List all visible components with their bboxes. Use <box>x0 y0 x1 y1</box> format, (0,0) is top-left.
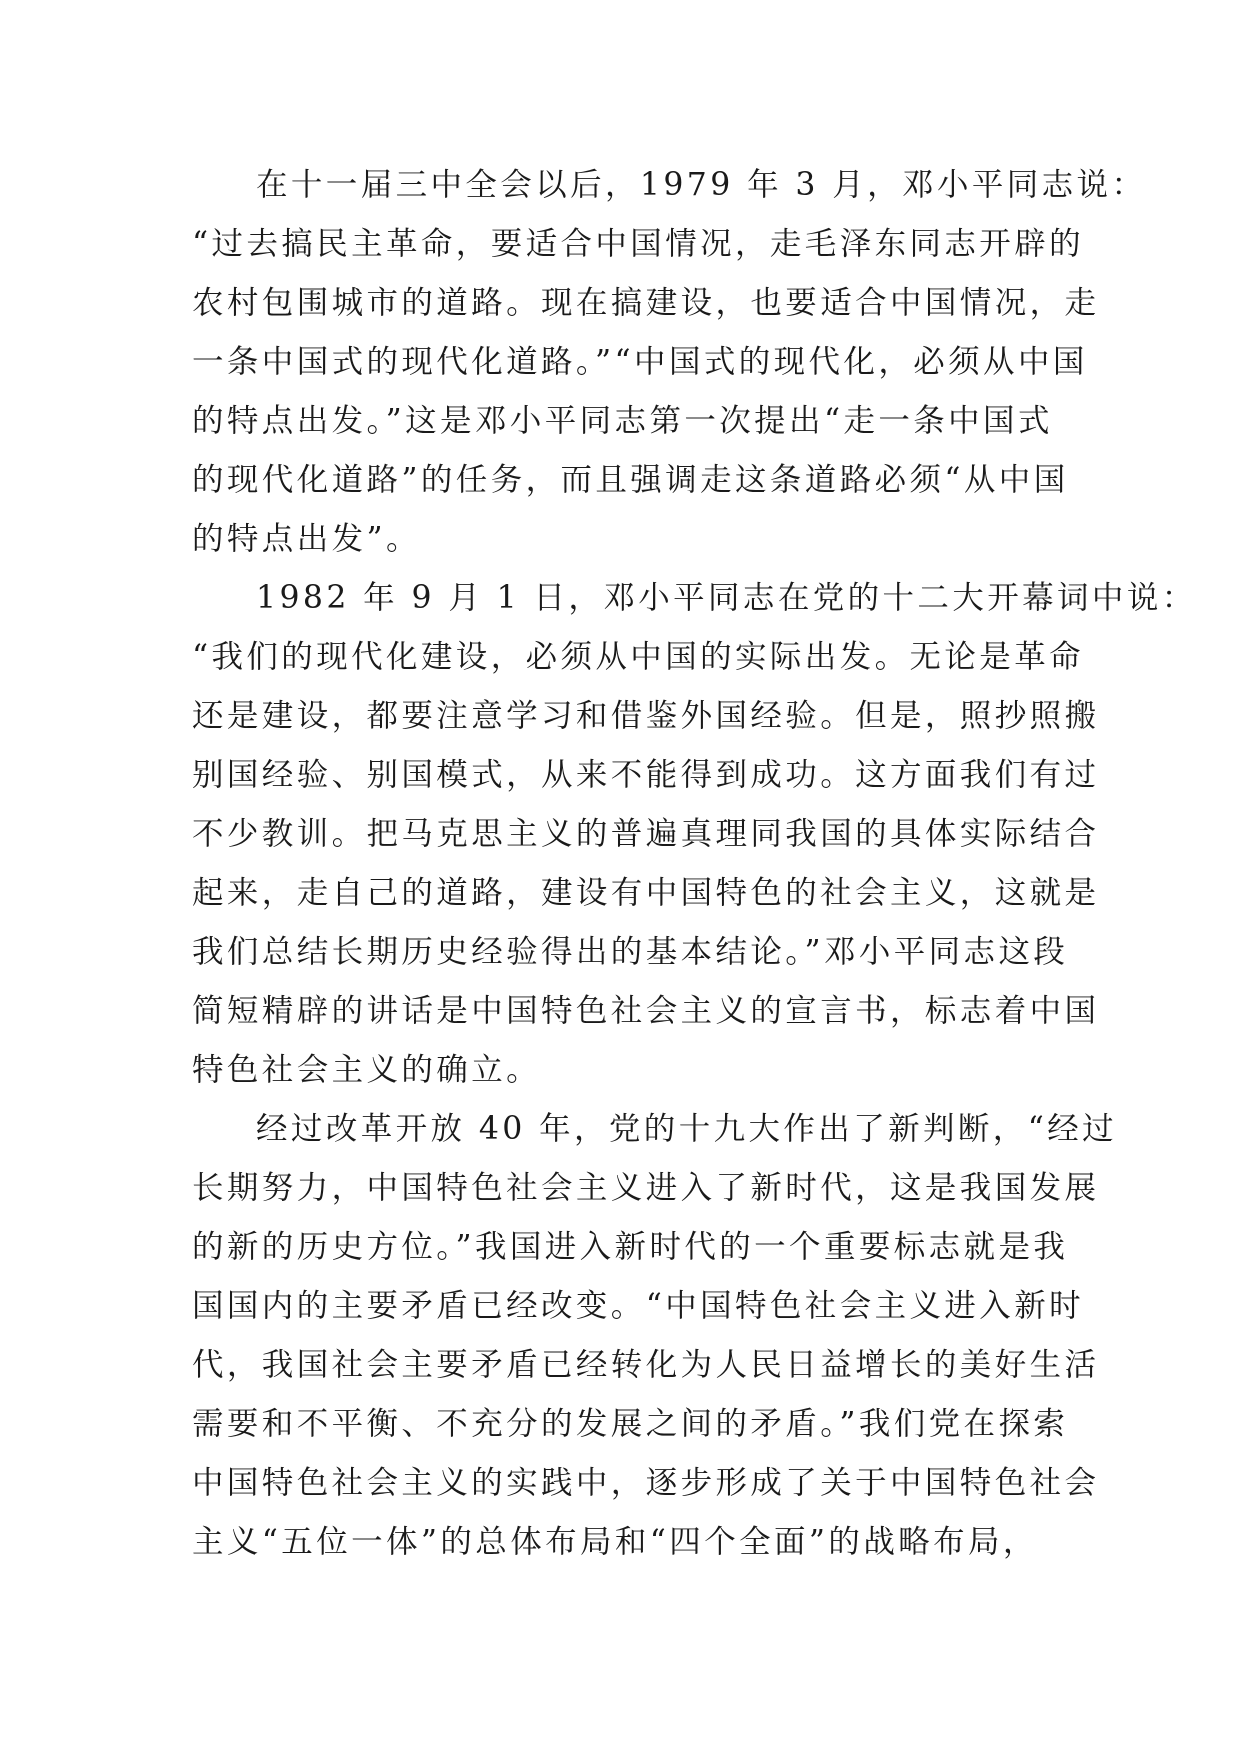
paragraph-2-line-3: 还是建设，都要注意学习和借鉴外国经验。但是，照抄照搬 <box>192 698 1100 734</box>
paragraph-1-line-7: 的特点出发”。 <box>192 521 421 557</box>
paragraph-2-line-5: 不少教训。把马克思主义的普遍真理同我国的具体实际结合 <box>192 816 1100 852</box>
paragraph-1-line-1: 在十一届三中全会以后，1979 年 3 月，邓小平同志说： <box>256 167 1147 203</box>
paragraph-1-line-3: 农村包围城市的道路。现在搞建设，也要适合中国情况，走 <box>192 285 1100 321</box>
paragraph-3-line-3: 的新的历史方位。”我国进入新时代的一个重要标志就是我 <box>192 1229 1069 1265</box>
paragraph-2-line-9: 特色社会主义的确立。 <box>192 1052 542 1088</box>
paragraph-3-line-7: 中国特色社会主义的实践中，逐步形成了关于中国特色社会 <box>192 1465 1100 1501</box>
paragraph-3-line-4: 国国内的主要矛盾已经改变。“中国特色社会主义进入新时 <box>192 1288 1085 1324</box>
paragraph-3-line-8: 主义“五位一体”的总体布局和“四个全面”的战略布局， <box>192 1524 1038 1560</box>
body-text <box>192 156 1197 1572</box>
paragraph-2-line-2: “我们的现代化建设，必须从中国的实际出发。无论是革命 <box>192 639 1085 675</box>
paragraph-1-line-6: 的现代化道路”的任务，而且强调走这条道路必须“从中国 <box>192 462 1069 498</box>
paragraph-2-line-1: 1982 年 9 月 1 日，邓小平同志在党的十二大开幕词中说： <box>256 580 1197 616</box>
paragraph-3-line-2: 长期努力，中国特色社会主义进入了新时代，这是我国发展 <box>192 1170 1100 1206</box>
paragraph-2-line-4: 别国经验、别国模式，从来不能得到成功。这方面我们有过 <box>192 757 1100 793</box>
paragraph-2-line-6: 起来，走自己的道路，建设有中国特色的社会主义，这就是 <box>192 875 1100 911</box>
paragraph-2-line-8: 简短精辟的讲话是中国特色社会主义的宣言书，标志着中国 <box>192 993 1100 1029</box>
paragraph-3-line-1: 经过改革开放 40 年，党的十九大作出了新判断，“经过 <box>256 1111 1118 1147</box>
paragraph-3-line-6: 需要和不平衡、不充分的发展之间的矛盾。”我们党在探索 <box>192 1406 1069 1442</box>
paragraph-3-line-5: 代，我国社会主要矛盾已经转化为人民日益增长的美好生活 <box>192 1347 1100 1383</box>
paragraph-1-line-4: 一条中国式的现代化道路。”“中国式的现代化，必须从中国 <box>192 344 1088 380</box>
paragraph-2-line-7: 我们总结长期历史经验得出的基本结论。”邓小平同志这段 <box>192 934 1069 970</box>
paragraph-1-line-5: 的特点出发。”这是邓小平同志第一次提出“走一条中国式 <box>192 403 1053 439</box>
paragraph-1-line-2: “过去搞民主革命，要适合中国情况，走毛泽东同志开辟的 <box>192 226 1085 262</box>
